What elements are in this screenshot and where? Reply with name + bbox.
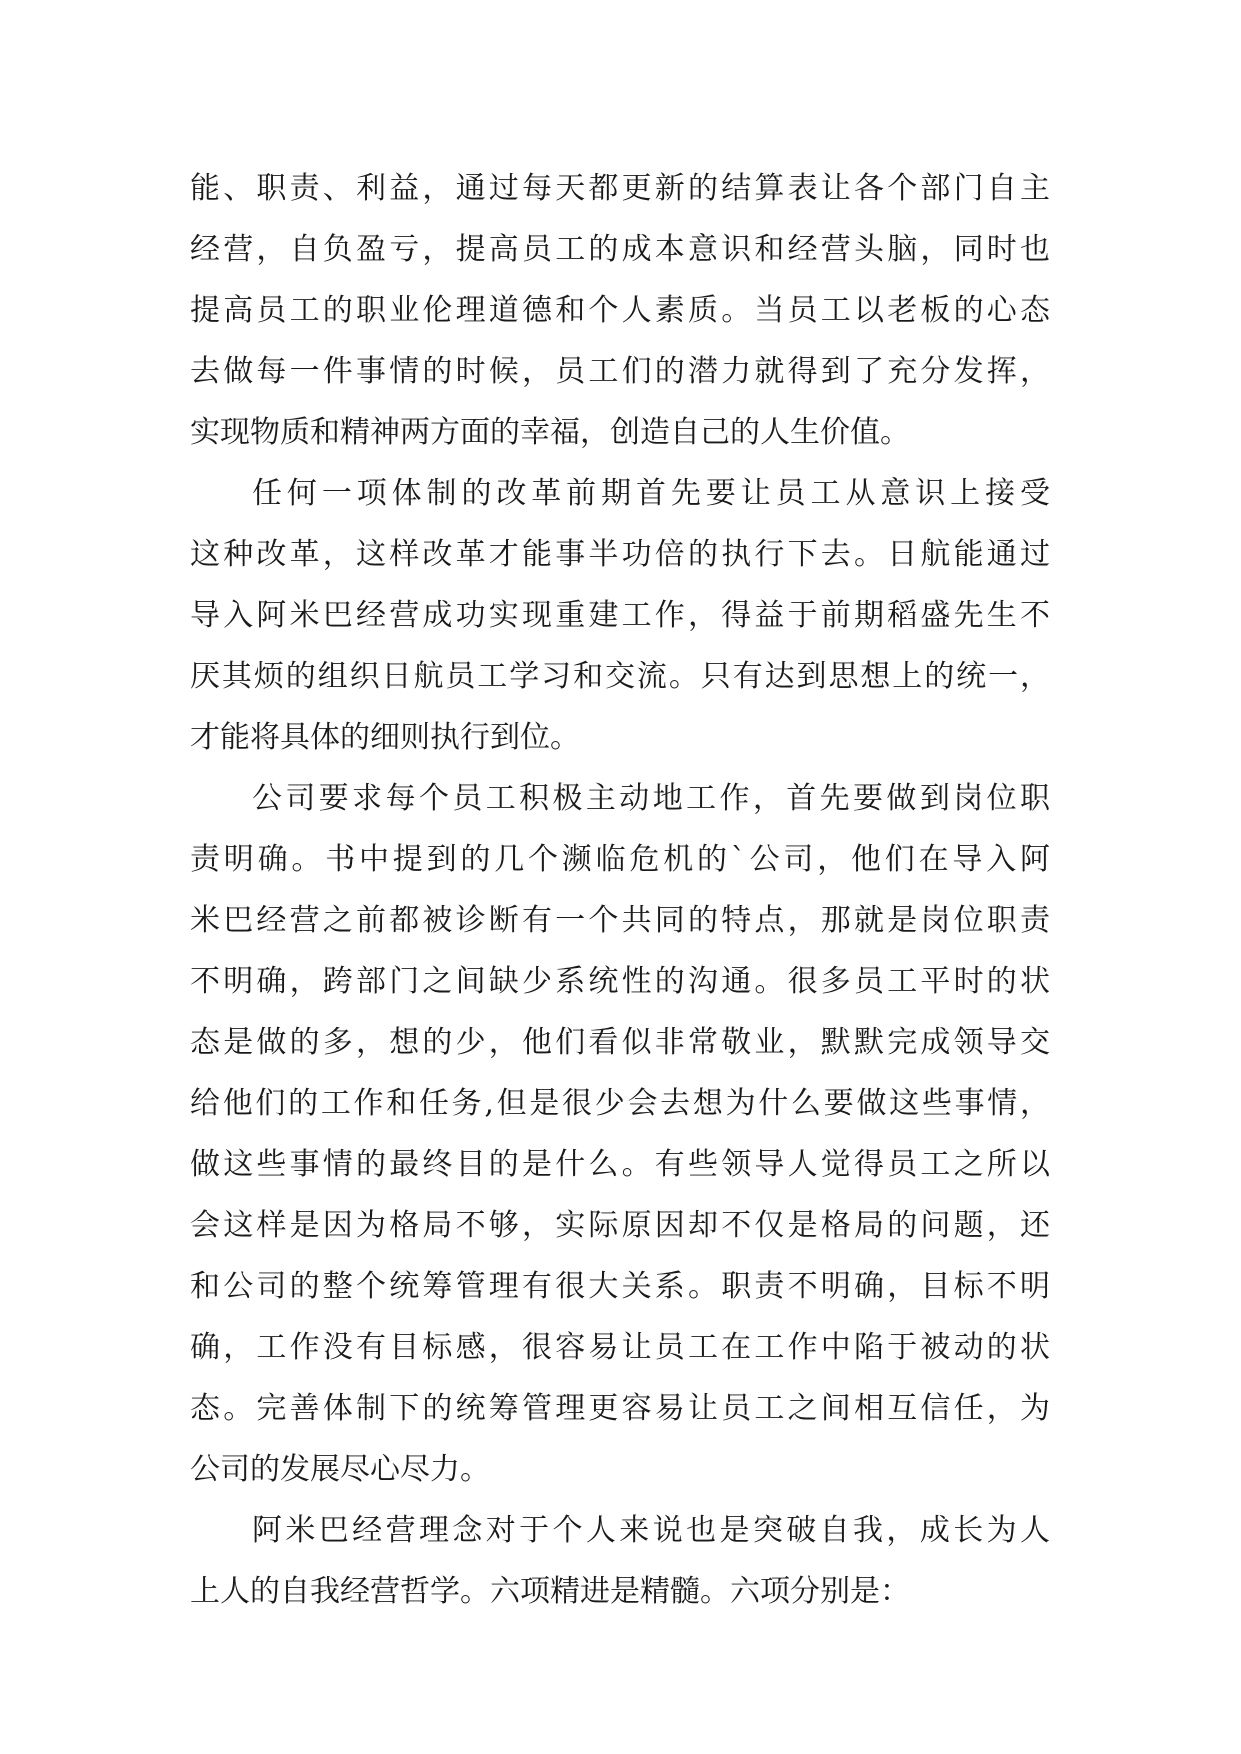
paragraph-3-line-3: 米巴经营之前都被诊断有一个共同的特点，那就是岗位职责	[190, 903, 1050, 938]
paragraph-3-line-11: 态。完善体制下的统筹管理更容易让员工之间相互信任，为	[190, 1391, 1050, 1426]
paragraph-3-line-8: 会这样是因为格局不够，实际原因却不仅是格局的问题，还	[190, 1208, 1050, 1243]
document-body	[190, 158, 1050, 1622]
paragraph-4-line-2: 上人的自我经营哲学。六项精进是精髓。六项分别是：	[190, 1574, 910, 1609]
paragraph-2-line-1: 任何一项体制的改革前期首先要让员工从意识上接受	[252, 476, 1050, 511]
paragraph-1-line-1: 能、职责、利益，通过每天都更新的结算表让各个部门自主	[190, 171, 1050, 206]
paragraph-1-line-5: 实现物质和精神两方面的幸福，创造自己的人生价值。	[190, 415, 910, 450]
paragraph-3-line-4: 不明确，跨部门之间缺少系统性的沟通。很多员工平时的状	[190, 964, 1050, 999]
paragraph-3-line-12: 公司的发展尽心尽力。	[190, 1452, 490, 1487]
paragraph-2-line-4: 厌其烦的组织日航员工学习和交流。只有达到思想上的统一，	[190, 659, 1050, 694]
paragraph-3-line-5: 态是做的多，想的少，他们看似非常敬业，默默完成领导交	[190, 1025, 1050, 1060]
paragraph-3-line-7: 做这些事情的最终目的是什么。有些领导人觉得员工之所以	[190, 1147, 1050, 1182]
paragraph-3-line-1: 公司要求每个员工积极主动地工作，首先要做到岗位职	[252, 781, 1050, 816]
paragraph-3-line-9: 和公司的整个统筹管理有很大关系。职责不明确，目标不明	[190, 1269, 1050, 1304]
paragraph-1-line-2: 经营，自负盈亏，提高员工的成本意识和经营头脑，同时也	[190, 232, 1050, 267]
paragraph-2-line-2: 这种改革，这样改革才能事半功倍的执行下去。日航能通过	[190, 537, 1050, 572]
paragraph-2-line-3: 导入阿米巴经营成功实现重建工作，得益于前期稻盛先生不	[190, 598, 1050, 633]
paragraph-3-line-6: 给他们的工作和任务,但是很少会去想为什么要做这些事情，	[190, 1086, 1050, 1121]
paragraph-4-line-1: 阿米巴经营理念对于个人来说也是突破自我，成长为人	[252, 1513, 1050, 1548]
paragraph-3-line-10: 确，工作没有目标感，很容易让员工在工作中陷于被动的状	[190, 1330, 1050, 1365]
paragraph-1-line-3: 提高员工的职业伦理道德和个人素质。当员工以老板的心态	[190, 293, 1050, 328]
paragraph-3-line-2: 责明确。书中提到的几个濒临危机的`公司，他们在导入阿	[190, 842, 1050, 877]
paragraph-1-line-4: 去做每一件事情的时候，员工们的潜力就得到了充分发挥，	[190, 354, 1050, 389]
paragraph-2-line-5: 才能将具体的细则执行到位。	[190, 720, 580, 755]
